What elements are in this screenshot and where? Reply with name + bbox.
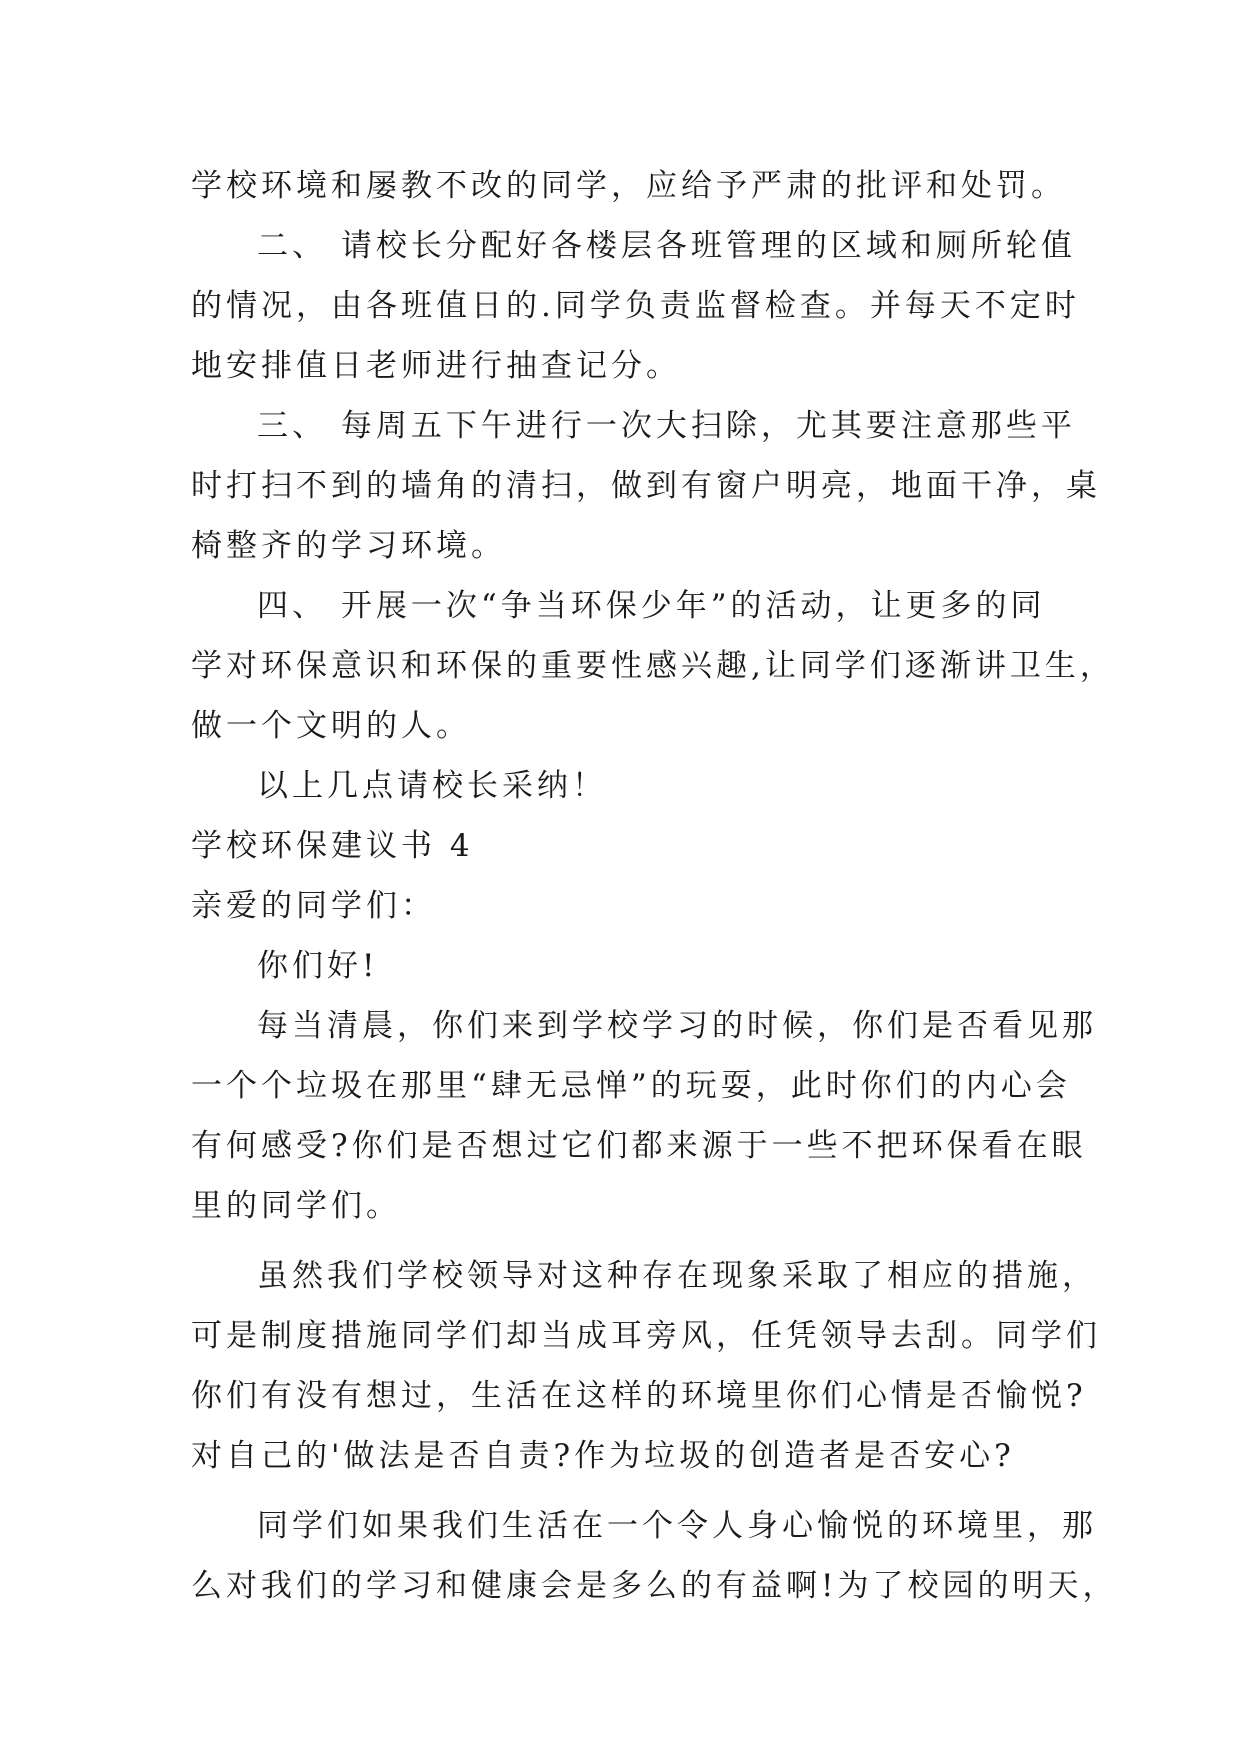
paragraph-line: 二、 请校长分配好各楼层各班管理的区域和厕所轮值 [257,228,1076,264]
paragraph-line: 四、 开展一次“争当环保少年”的活动，让更多的同 [257,588,1046,624]
paragraph-line: 地安排值日老师进行抽查记分。 [191,348,681,384]
paragraph-line: 有何感受?你们是否想过它们都来源于一些不把环保看在眼 [191,1128,1087,1164]
paragraph-line: 学对环保意识和环保的重要性感兴趣,让同学们逐渐讲卫生， [191,648,1115,684]
paragraph-line: 时打扫不到的墙角的清扫，做到有窗户明亮，地面干净，桌 [191,468,1101,504]
salutation: 亲爱的同学们： [191,888,436,924]
paragraph-line: 椅整齐的学习环境。 [191,528,506,564]
paragraph-line: 一个个垃圾在那里“肆无忌惮”的玩耍，此时你们的内心会 [191,1068,1071,1104]
section-title: 学校环保建议书 4 [191,828,474,864]
paragraph-line: 做一个文明的人。 [191,708,471,744]
paragraph-line: 的情况，由各班值日的.同学负责监督检查。并每天不定时 [191,288,1080,324]
paragraph-line: 三、 每周五下午进行一次大扫除，尤其要注意那些平 [257,408,1076,444]
document-body [191,156,1118,1616]
paragraph-line: 学校环境和屡教不改的同学，应给予严肃的批评和处罚。 [191,168,1066,204]
paragraph-line: 对自己的'做法是否自责?作为垃圾的创造者是否安心? [191,1438,1015,1474]
paragraph-line: 以上几点请校长采纳！ [257,768,607,804]
paragraph-line: 每当清晨，你们来到学校学习的时候，你们是否看见那 [257,1008,1097,1044]
paragraph-line: 里的同学们。 [191,1188,401,1224]
paragraph-line: 么对我们的学习和健康会是多么的有益啊!为了校园的明天， [191,1568,1118,1604]
greeting: 你们好! [257,948,379,984]
paragraph-line: 同学们如果我们生活在一个令人身心愉悦的环境里，那 [257,1508,1097,1544]
paragraph-line: 可是制度措施同学们却当成耳旁风，任凭领导去刮。同学们 [191,1318,1101,1354]
paragraph-line: 虽然我们学校领导对这种存在现象采取了相应的措施， [257,1258,1097,1294]
paragraph-line: 你们有没有想过，生活在这样的环境里你们心情是否愉悦? [191,1378,1087,1414]
